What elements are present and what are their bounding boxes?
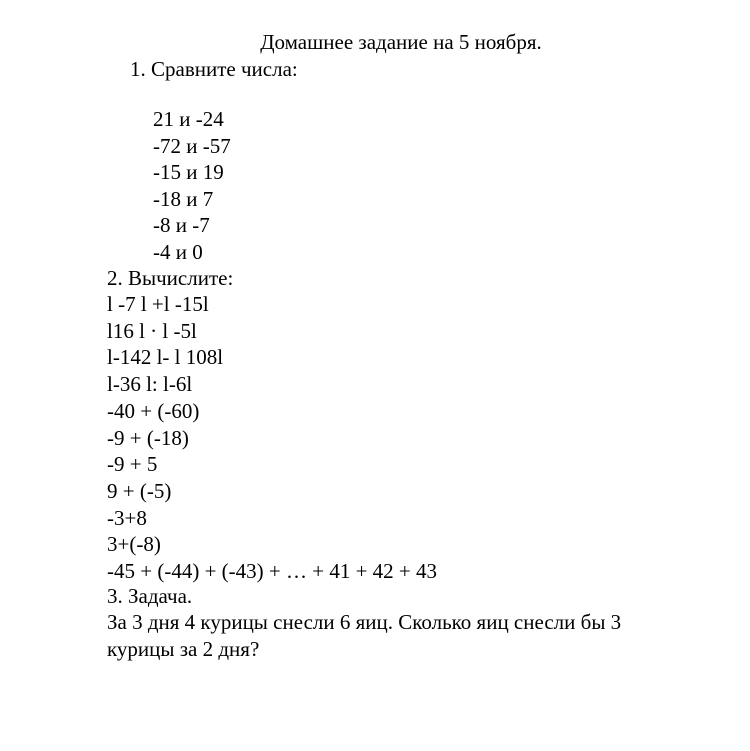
page-title: Домашнее задание на 5 ноября. <box>260 30 542 54</box>
calc-item: 9 + (-5) <box>107 478 172 503</box>
calc-item: l -7 l +l -15l <box>107 292 209 316</box>
compare-item: -18 и 7 <box>153 186 214 211</box>
calc-item: -45 + (-44) + (-43) + … + 41 + 42 + 43 <box>107 559 438 584</box>
compare-item: -4 и 0 <box>153 239 203 264</box>
calc-item: 3+(-8) <box>107 532 161 557</box>
section-3-heading: 3. Задача. <box>107 584 193 608</box>
calc-item: l-142 l- l 108l <box>107 345 224 370</box>
section-1-list <box>153 106 231 265</box>
calc-item: -9 + 5 <box>107 452 158 477</box>
section-1-heading: 1. Сравните числа: <box>130 57 298 81</box>
compare-item: -72 и -57 <box>153 133 231 158</box>
calc-item: -40 + (-60) <box>107 398 200 423</box>
section-2-list <box>107 291 437 585</box>
compare-item: -8 и -7 <box>153 213 210 237</box>
calc-item: -9 + (-18) <box>107 425 189 450</box>
task-text: За 3 дня 4 курицы снесли 6 яиц. Сколько яиц снесли бы 3 курицы за 2 дня? <box>107 610 622 661</box>
calc-item: -3+8 <box>107 505 147 530</box>
compare-item: 21 и -24 <box>153 107 224 131</box>
section-2-heading: 2. Вычислите: <box>107 266 234 290</box>
calc-item: l16 l · l -5l <box>107 318 197 343</box>
calc-item: l-36 l: l-6l <box>107 372 193 397</box>
compare-item: -15 и 19 <box>153 160 224 184</box>
